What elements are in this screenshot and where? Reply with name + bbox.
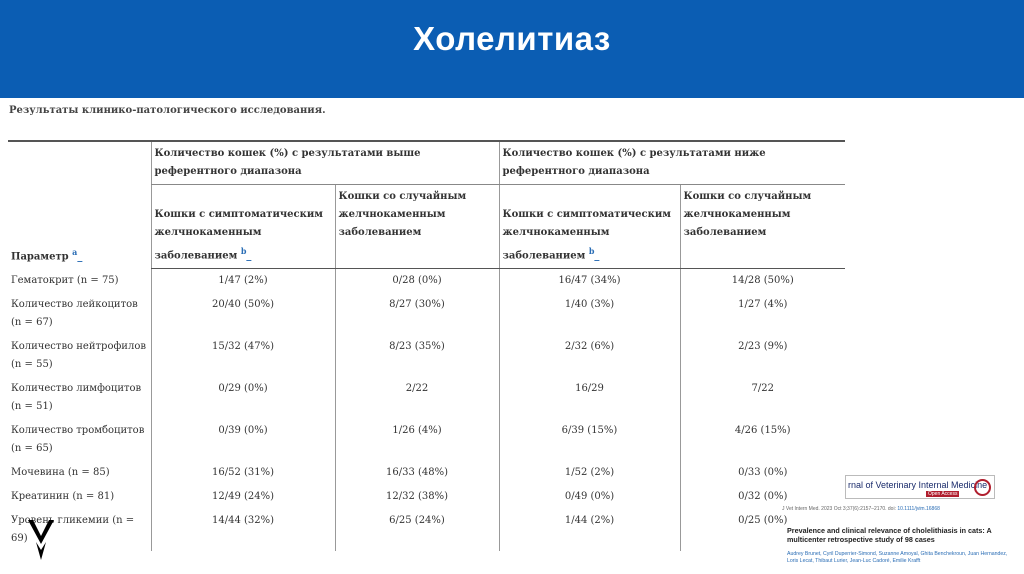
doi-link[interactable]: 10.1111/jvim.16868	[897, 506, 940, 512]
value-cell: 0/39 (0%)	[151, 419, 335, 461]
value-cell: 2/23 (9%)	[680, 335, 845, 377]
citation-line: J Vet Intern Med. 2023 Oct 3;37(6):2157–2170. doi: 10.1111/jvim.16868	[782, 506, 940, 512]
value-cell: 0/33 (0%)	[680, 461, 845, 485]
slide-title: Холелитиаз	[413, 20, 611, 57]
param-cell: Мочевина (n = 85)	[11, 467, 110, 479]
value-cell: 14/28 (50%)	[680, 269, 845, 294]
value-cell: 0/25 (0%)	[680, 509, 845, 551]
subheader-incidental-above: Кошки со случайным желчнокаменным заболеванием	[335, 185, 499, 269]
open-access-badge: Open Access	[928, 491, 958, 497]
value-cell: 0/32 (0%)	[680, 485, 845, 509]
table-row	[8, 269, 845, 294]
param-cell: Количество лимфоцитов (n = 51)	[11, 383, 142, 413]
value-cell: 1/40 (3%)	[499, 293, 680, 335]
subheader-symptomatic-below: Кошки с симптоматическим желчнокаменным заболеванием $^b$_	[499, 185, 680, 269]
param-cell: Количество тромбоцитов (n = 65)	[11, 425, 145, 455]
journal-name: rnal of Veterinary Internal Medicine	[848, 480, 988, 490]
value-cell: 16/52 (31%)	[151, 461, 335, 485]
value-cell: 14/44 (32%)	[151, 509, 335, 551]
value-cell: 7/22	[680, 377, 845, 419]
value-cell: 4/26 (15%)	[680, 419, 845, 461]
param-cell: Количество нейтрофилов (n = 55)	[11, 341, 146, 371]
value-cell: 15/32 (47%)	[151, 335, 335, 377]
value-cell: 1/27 (4%)	[680, 293, 845, 335]
footnote-a[interactable]: a	[72, 246, 78, 257]
subheader-incidental-below: Кошки со случайным желчнокаменным заболеванием	[680, 185, 845, 269]
value-cell: 1/26 (4%)	[335, 419, 499, 461]
journal-banner	[845, 475, 995, 499]
value-cell: 12/49 (24%)	[151, 485, 335, 509]
subheader-symptomatic-above: Кошки с симптоматическим желчнокаменным заболеванием $^b$_	[151, 185, 335, 269]
paper-title: Prevalence and clinical relevance of cholelithiasis in cats: A multicenter retrospective study of 98 cases	[787, 526, 992, 544]
table-caption: Результаты клинико-патологического исследования.	[9, 105, 326, 116]
value-cell: 2/22	[335, 377, 499, 419]
value-cell: 1/52 (2%)	[499, 461, 680, 485]
table-row	[8, 419, 845, 461]
value-cell: 16/47 (34%)	[499, 269, 680, 294]
group-header-below: Количество кошек (%) с результатами ниже референтного диапазона	[499, 141, 845, 185]
table-row	[8, 293, 845, 335]
param-cell: Гематокрит (n = 75)	[11, 274, 119, 286]
value-cell: 12/32 (38%)	[335, 485, 499, 509]
value-cell: 20/40 (50%)	[151, 293, 335, 335]
value-cell: 0/29 (0%)	[151, 377, 335, 419]
value-cell: 1/47 (2%)	[151, 269, 335, 294]
value-cell: 2/32 (6%)	[499, 335, 680, 377]
value-cell: 6/25 (24%)	[335, 509, 499, 551]
group-header-above: Количество кошек (%) с результатами выше референтного диапазона	[151, 141, 499, 185]
param-header: Параметр $^a$_	[8, 141, 151, 269]
value-cell: 8/23 (35%)	[335, 335, 499, 377]
value-cell: 16/29	[499, 377, 680, 419]
table-row	[8, 509, 845, 551]
value-cell: 16/33 (48%)	[335, 461, 499, 485]
table-row	[8, 377, 845, 419]
value-cell: 8/27 (30%)	[335, 293, 499, 335]
param-cell: Креатинин (n = 81)	[11, 491, 115, 503]
table-row	[8, 461, 845, 485]
value-cell: 6/39 (15%)	[499, 419, 680, 461]
paper-authors[interactable]: Audrey Brunet, Cyril Duperrier-Simond, Suzanne Amoyal, Ghita Benchekroun, Juan Hernandez, Loris Lecat, Thibaut Lurier, Jean-Luc Cadoré, Emilie Krafft	[787, 551, 1008, 564]
footnote-b[interactable]: b	[240, 246, 247, 256]
table-row	[8, 335, 845, 377]
value-cell: 0/28 (0%)	[335, 269, 499, 294]
slide-header	[0, 0, 1024, 98]
footnote-b[interactable]: b	[588, 246, 595, 256]
value-cell: 0/49 (0%)	[499, 485, 680, 509]
param-cell: Уровень гликемии (n = 69)	[11, 515, 135, 545]
param-cell: Количество лейкоцитов (n = 67)	[11, 299, 138, 329]
v-logo-icon	[27, 518, 55, 562]
value-cell: 1/44 (2%)	[499, 509, 680, 551]
journal-seal-icon	[974, 479, 991, 496]
table-row	[8, 485, 845, 509]
results-table	[8, 140, 845, 551]
